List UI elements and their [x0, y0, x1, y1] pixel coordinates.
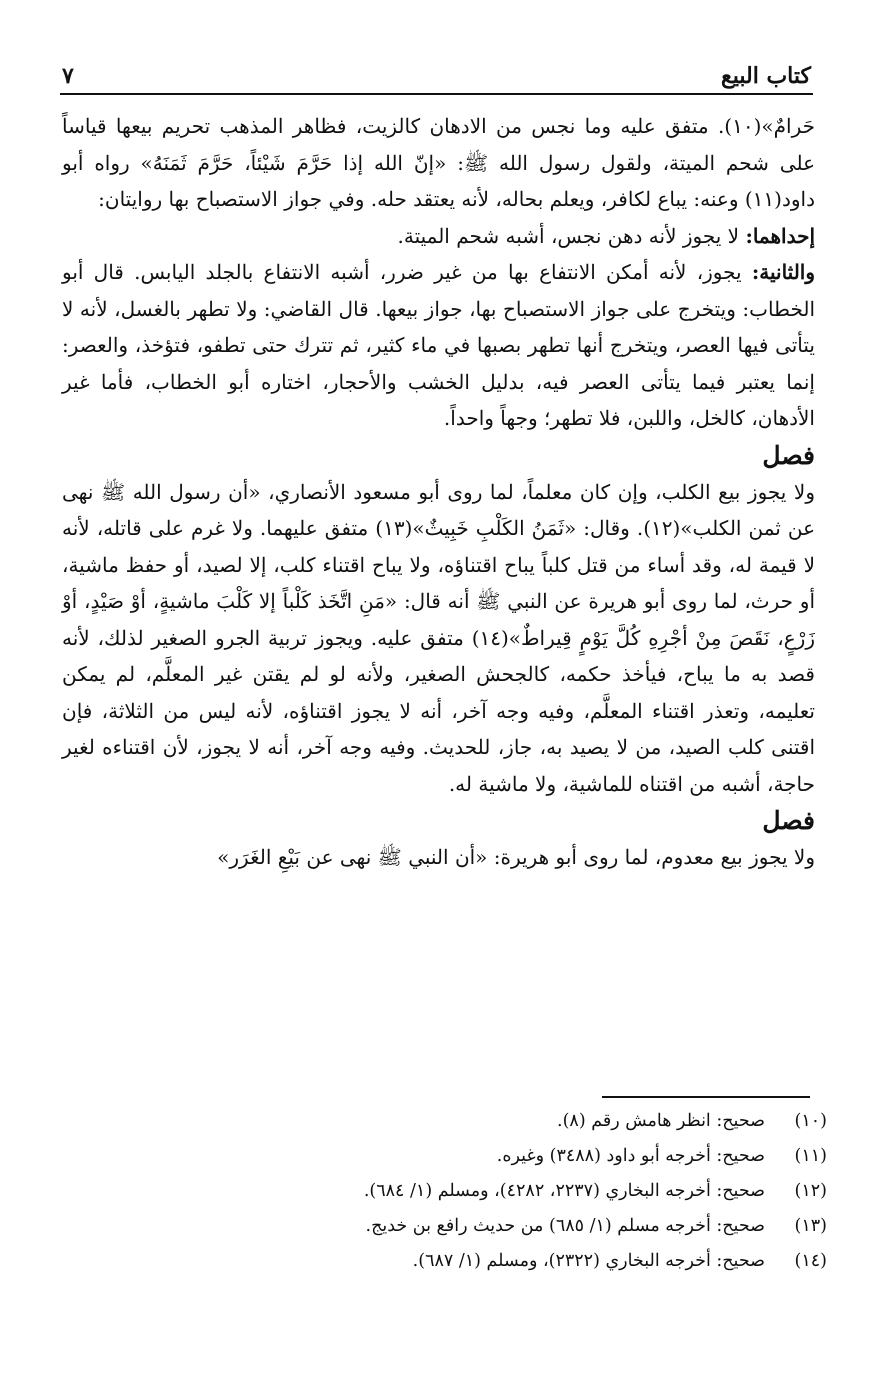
- footnote: [62, 1209, 827, 1244]
- footnote-text: صحيح: أخرجه البخاري (٢٢٣٧، ٤٢٨٢)، ومسلم (١/ ٦٨٤).: [363, 1181, 765, 1201]
- header-rule: [60, 93, 813, 95]
- footnote-number: (١٢): [794, 1181, 827, 1201]
- paragraph-5: ولا يجوز بيع معدوم، لما روى أبو هريرة: «أن النبي ﷺ نهى عن بَيْعِ الغَرَر»: [217, 845, 815, 869]
- footnote-number: (١١): [794, 1146, 827, 1166]
- footnote-number: (١٠): [794, 1111, 827, 1131]
- running-head: كتاب البيع: [721, 63, 811, 89]
- footnote-text: صحيح: أخرجه أبو داود (٣٤٨٨) وغيره.: [496, 1146, 765, 1166]
- footnote-number: (١٣): [794, 1216, 827, 1236]
- section-heading-1: فصل: [762, 440, 815, 470]
- footnote-number: (١٤): [794, 1251, 827, 1271]
- footnote-rule: [602, 1096, 810, 1098]
- page-number: ٧: [62, 63, 74, 89]
- main-text: [62, 108, 815, 876]
- paragraph-2: [62, 218, 815, 255]
- paragraph-3-text: يجوز، لأنه أمكن الانتفاع بها من غير ضرر، أشبه الانتفاع بالجلد اليابس. قال أبو الخطاب: ويتخرج على جواز الاستصباح بها، جواز بيعها. قال القاضي: ولا تطهر بالغسل، لأنه لا يتأتى فيها العصر، ويتخرج أنها تطهر بصبها في ماء كثير، ثم تترك حتى تطفو، فتؤخذ، والعصر: إنما يعتبر فيما يتأتى العصر فيه، بدليل الخشب والأحجار، اختاره أبو الخطاب، فأما غير الأدهان، كالخل، واللبن، فلا تطهر؛ وجهاً واحداً.: [62, 260, 815, 430]
- footnote-text: صحيح: أخرجه البخاري (٢٣٢٢)، ومسلم (١/ ٦٨٧).: [412, 1251, 765, 1271]
- footnotes: [62, 1104, 827, 1279]
- paragraph-2-text: لا يجوز لأنه دهن نجس، أشبه شحم الميتة.: [397, 223, 740, 248]
- paragraph-3: [62, 254, 815, 437]
- footnote: [62, 1174, 827, 1209]
- paragraph-4: ولا يجوز بيع الكلب، وإن كان معلماً، لما روى أبو مسعود الأنصاري، «أن رسول الله ﷺ نهى عن ثمن الكلب»(١٢). وقال: «ثَمَنُ الكَلْبِ خَبِيثٌ»(١٣) متفق عليهما. ولا غرم على قاتله، لأنه لا قيمة له، وقد أساء من قتل كلباً يباح اقتناؤه، ولا يباح اقتناء كلب، إلا لصيد، أو حفظ ماشية، أو حرث، لما روى أبو هريرة عن النبي ﷺ أنه قال: «مَنِ اتَّخَذ كَلْباً إلا كَلْبَ ماشيةٍ، أوْ صَيْدٍ، أوْ زَرْعٍ، نَقَصَ مِنْ أجْرِهِ كُلَّ يَوْمٍ قِيراطٌ»(١٤) متفق عليه. ويجوز تربية الجرو الصغير لذلك، لأنه قصد به ما يباح، فيأخذ حكمه، كالجحش الصغير، ولأنه لو لم يقتن غير المعلَّم، لم يمكن تعليمه، وتعذر اقتناء المعلَّم، وفيه وجه آخر، أنه لا يجوز اقتناؤه، لأنه ليس من الثلاثة، فإن اقتنى كلب الصيد، من لا يصيد به، جاز، للحديث. وفيه وجه آخر، أنه لا يجوز، لأن اقتناءه لغير حاجة، أشبه من اقتناه للماشية، ولا ماشية له.: [62, 479, 816, 796]
- paragraph-3-label: والثانية:: [751, 260, 816, 284]
- page-header: [62, 55, 811, 91]
- paragraph-2-label: إحداهما:: [745, 223, 815, 248]
- footnote-text: صحيح: انظر هامش رقم (٨).: [557, 1111, 765, 1131]
- footnote: [62, 1244, 827, 1279]
- footnote: [62, 1139, 827, 1174]
- footnote-text: صحيح: أخرجه مسلم (١/ ٦٨٥) من حديث رافع بن خديج.: [365, 1216, 765, 1236]
- footnote: [62, 1104, 827, 1139]
- paragraph-1: حَرامٌ»(١٠). متفق عليه وما نجس من الادهان كالزيت، فظاهر المذهب تحريم بيعها قياساً على شحم الميتة، ولقول رسول الله ﷺ: «إنّ الله إذا حَرَّمَ شَيْئاً، حَرَّمَ ثَمَنَهُ» رواه أبو داود(١١) وعنه: يباع لكافر، ويعلم بحاله، لأنه يعتقد حله. وفي جواز الاستصباح بها روايتان:: [62, 114, 815, 211]
- section-heading-2: فصل: [762, 806, 815, 835]
